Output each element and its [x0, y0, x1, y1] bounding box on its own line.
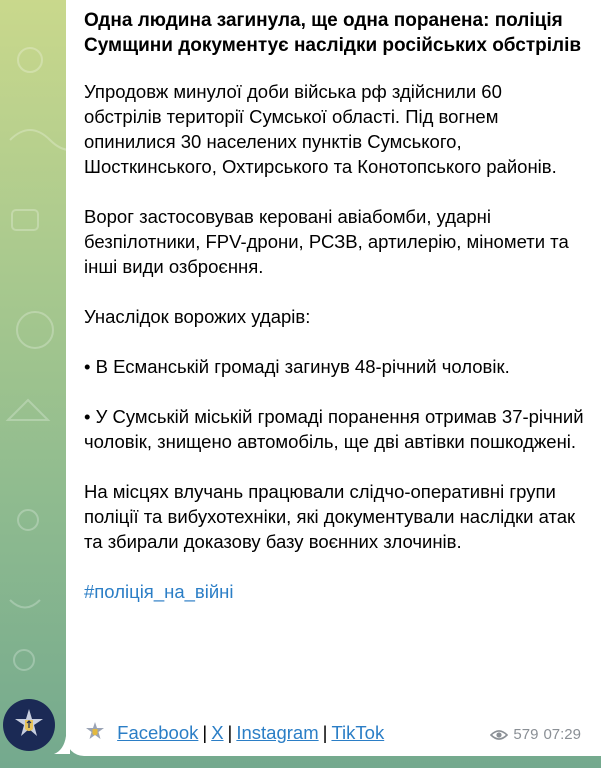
eye-icon [490, 729, 508, 741]
post-paragraph-2: Ворог застосовував керовані авіабомби, ударні безпілотники, FPV-дрони, РСЗВ, артилерію, міномети та інші види озброєння. [84, 206, 569, 277]
police-emblem-icon [11, 707, 47, 743]
post-paragraph-1: Упродовж минулої доби війська рф здійснили 60 обстрілів території Сумської області. Під вогнем опинилися 30 населених пунктів Сумського, Шосткинського, Охтирського та Конотопського районів. [84, 81, 557, 177]
view-count: 579 [513, 726, 539, 743]
message-meta [490, 725, 581, 745]
police-badge-icon [84, 721, 106, 750]
link-separator: | [202, 722, 208, 743]
post-paragraph-3: Унаслідок ворожих ударів: [84, 306, 311, 327]
facebook-link[interactable]: Facebook [117, 722, 199, 743]
channel-avatar[interactable] [3, 699, 55, 751]
hashtag-link[interactable]: #поліція_на_війні [84, 581, 234, 602]
link-separator: | [227, 722, 233, 743]
post-paragraph-4: На місцях влучань працювали слідчо-оперативні групи поліції та вибухотехніки, які документували наслідки атак та збирали доказову базу воєнних злочинів. [84, 481, 576, 552]
post-title: Одна людина загинула, ще одна поранена: поліція Сумщини документує наслідки російських обстрілів [84, 10, 582, 56]
instagram-link[interactable]: Instagram [236, 722, 319, 743]
message-content [84, 8, 584, 604]
message-time: 07:29 [543, 726, 581, 743]
x-link[interactable]: X [211, 722, 224, 743]
tiktok-link[interactable]: TikTok [331, 722, 385, 743]
post-bullet-2: • У Сумській міській громаді поранення отримав 37-річний чоловік, знищено автомобіль, ще дві автівки пошкоджені. [84, 406, 584, 452]
post-bullet-1: • В Есманській громаді загинув 48-річний чоловік. [84, 356, 510, 377]
link-separator: | [322, 722, 328, 743]
